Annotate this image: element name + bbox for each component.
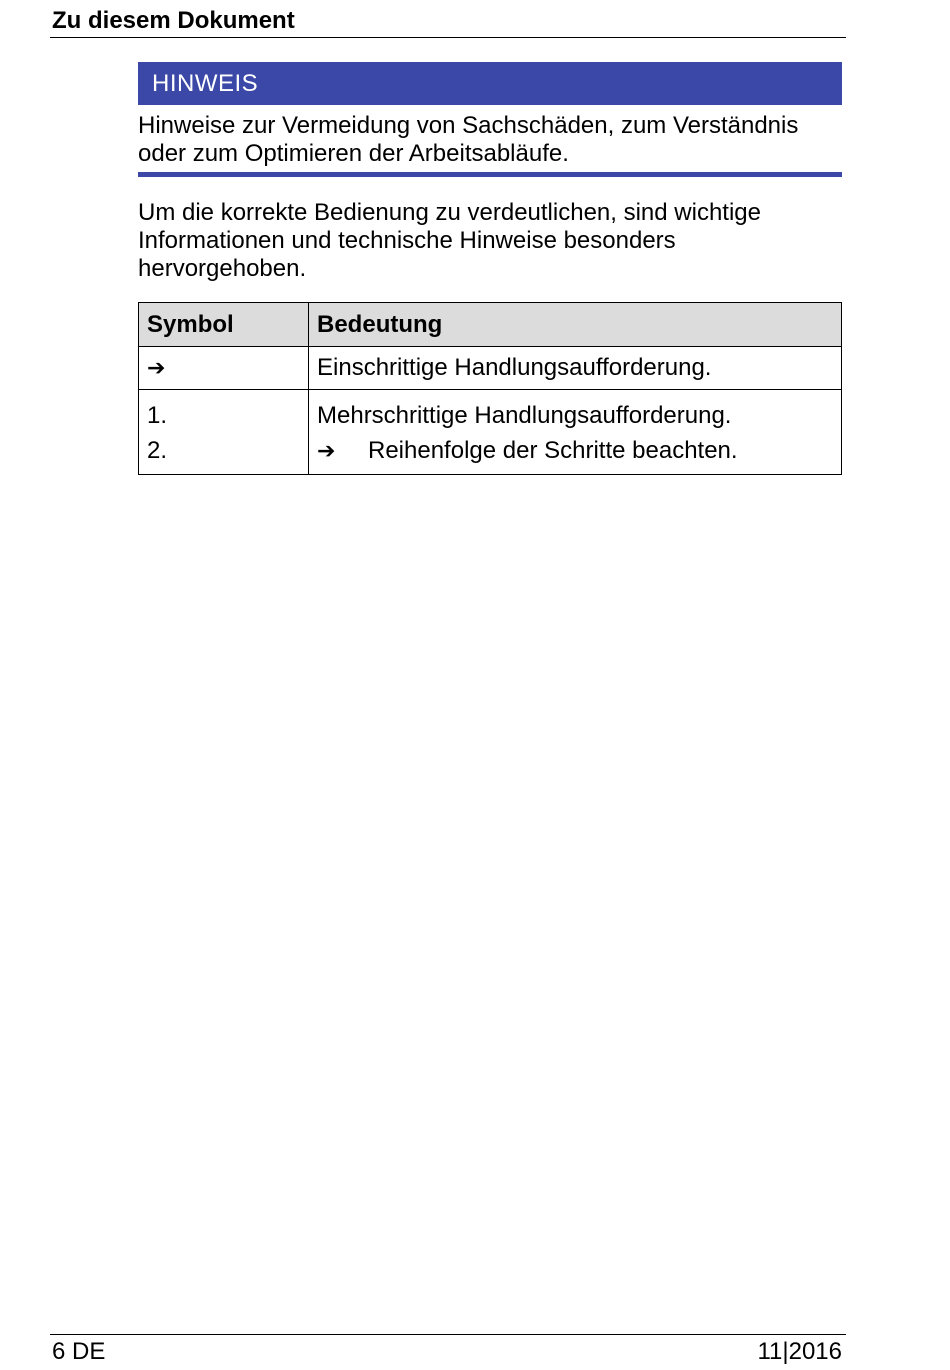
substep-text: Reihenfolge der Schritte beachten. <box>368 437 738 464</box>
table-header-row <box>139 303 842 347</box>
symbol-cell <box>139 347 309 390</box>
step-number: 1. <box>147 402 168 429</box>
notice-bottom-divider <box>138 172 842 177</box>
meaning-cell <box>309 390 842 475</box>
symbol-table <box>138 302 842 475</box>
arrow-right-icon: ➔ <box>317 437 336 463</box>
meaning-cell: Einschrittige Handlungsaufforderung. <box>309 347 842 390</box>
notice-text: Hinweise zur Vermeidung von Sachschäden, zum Verständnis oder zum Optimieren der Arbeitsabläufe. <box>138 112 799 167</box>
footer-divider <box>50 1334 846 1335</box>
meaning-text: Mehrschrittige Handlungsaufforderung. <box>317 402 732 429</box>
page-header-title: Zu diesem Dokument <box>52 7 295 34</box>
arrow-right-icon: ➔ <box>147 355 166 380</box>
column-header-meaning: Bedeutung <box>309 303 842 347</box>
header-divider <box>50 37 846 38</box>
step-number: 2. <box>147 437 168 464</box>
symbol-cell <box>139 390 309 475</box>
table-row <box>139 390 842 475</box>
footer-page-number: 6 DE <box>52 1338 106 1365</box>
notice-banner <box>138 62 842 105</box>
notice-label: HINWEIS <box>152 70 259 97</box>
footer-date: 11|2016 <box>757 1338 842 1365</box>
substep-line <box>317 433 833 468</box>
table-row <box>139 347 842 390</box>
intro-paragraph: Um die korrekte Bedienung zu verdeutlichen, sind wichtige Informationen und technische Hinweise besonders hervorgehoben. <box>138 199 762 282</box>
column-header-symbol: Symbol <box>139 303 309 347</box>
